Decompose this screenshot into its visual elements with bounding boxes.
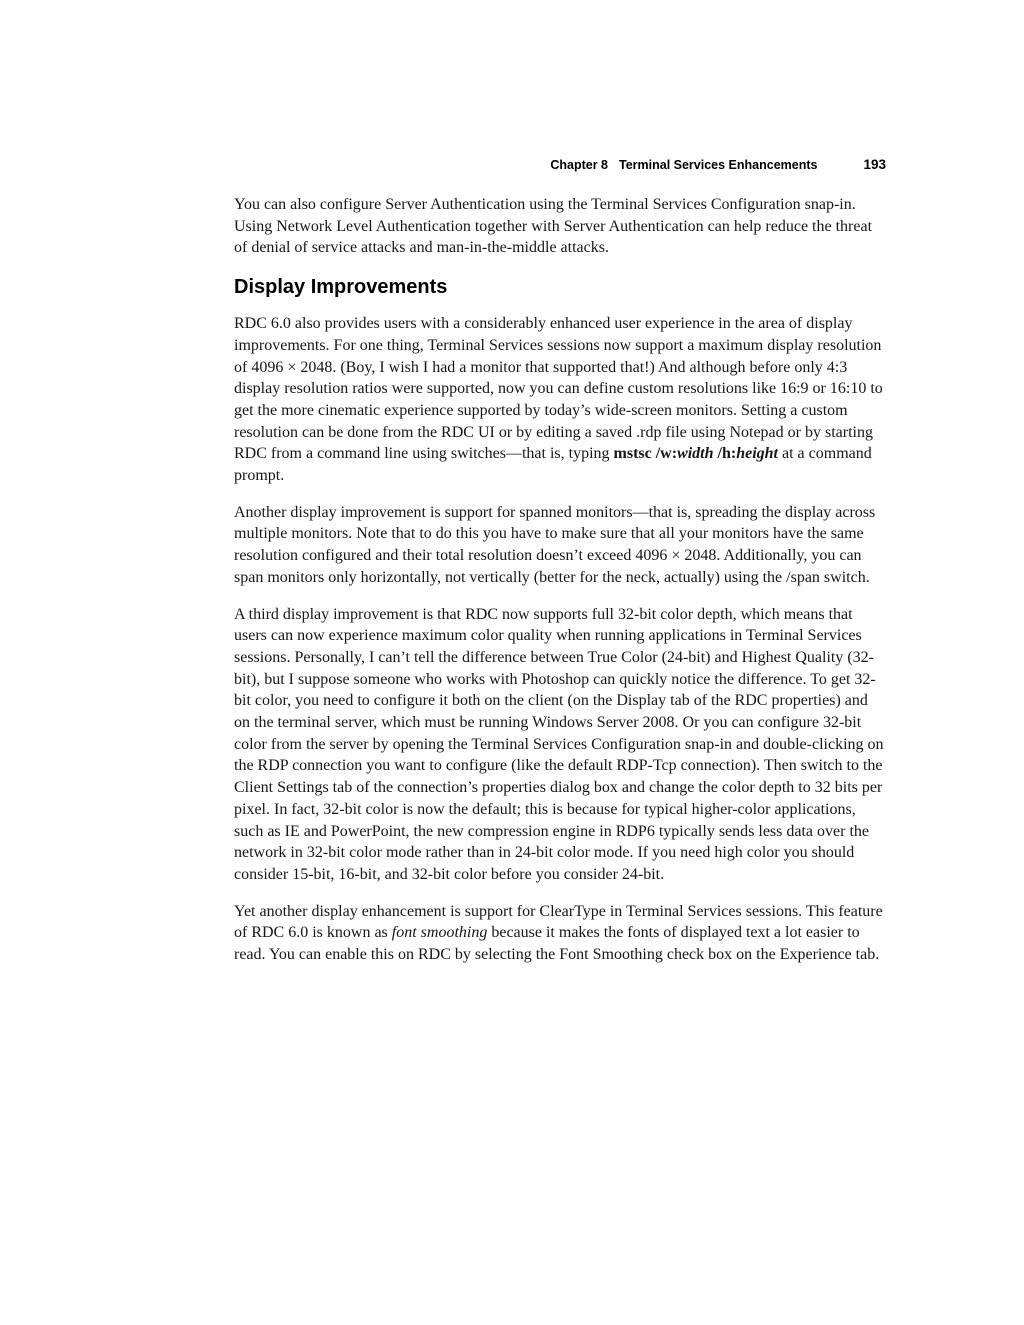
running-header-title: Terminal Services Enhancements	[619, 158, 818, 172]
body-paragraph	[234, 313, 886, 487]
running-header-chapter: Chapter 8	[550, 158, 608, 172]
text-run: A third display improvement is that RDC now supports full 32-bit color depth, which means that users can now experience maximum color quality when running applications in Terminal Services sessions. Personally, I can’t tell the difference between True Color (24-bit) and Highest Quality (32-bit), but I suppose someone who works with Photoshop can quickly notice the difference. To get 32-bit color, you need to configure it both on the client (on the Display tab of the RDC properties) and on the terminal server, which must be running Windows Server 2008. Or you can configure 32-bit color from the server by opening the Terminal Services Configuration snap-in and double-clicking on the RDP connection you want to configure (like the default RDP-Tcp connection). Then switch to the Client Settings tab of the connection’s properties dialog box and change the color depth to 32 bits per pixel. In fact, 32-bit color is now the default; this is because for typical higher-color applications, such as IE and PowerPoint, the new compression engine in RDP6 typically sends less data over the network in 32-bit color mode rather than in 24-bit color mode. If you need high color you should consider 15-bit, 16-bit, and 32-bit color before you consider 24-bit.	[234, 605, 884, 883]
text-column	[234, 157, 886, 981]
text-run: Another display improvement is support for spanned monitors—that is, spreading the display across multiple monitors. Note that to do this you have to make sure that all your monitors have the same resolution configured and their total resolution doesn’t exceed 4096 × 2048. Additionally, you can span monitors only horizontally, not vertically (better for the neck, actually) using the /span switch.	[234, 503, 876, 586]
text-run: Yet another display enhancement is support for ClearType in Terminal Services sessions. This feature of RDC 6.0 is known as	[234, 902, 883, 942]
body-paragraph	[234, 901, 886, 966]
text-run-bold: mstsc /w:	[613, 445, 678, 463]
section-heading	[234, 276, 886, 299]
body-paragraph	[234, 604, 886, 886]
text-run: Display Improvements	[234, 276, 448, 299]
body-paragraph	[234, 502, 886, 589]
text-run-italic: font smoothing	[391, 924, 488, 942]
page-content	[234, 194, 886, 966]
page-number: 193	[863, 157, 886, 172]
body-paragraph	[234, 194, 886, 259]
text-run: RDC 6.0 also provides users with a considerably enhanced user experience in the area of display improvements. For one thing, Terminal Services sessions now support a maximum display resolution of 4096 × 2048. (Boy, I wish I had a monitor that supported that!) And although before only 4:3 display resolution ratios were supported, now you can define custom resolutions like 16:9 or 16:10 to get the more cinematic experience supported by today’s wide-screen monitors. Setting a custom resolution can be done from the RDC UI or by editing a saved .rdp file using Notepad or by starting RDC from a command line using switches—that is, typing	[234, 315, 883, 463]
text-run: because it makes the fonts of displayed text a lot easier to read. You can enable this on RDC by selecting the Font Smoothing check box on the Experience tab.	[234, 924, 880, 964]
text-run-bolditalic: height	[736, 445, 778, 463]
text-run: at a command prompt.	[234, 445, 872, 485]
running-header	[234, 157, 886, 172]
text-run-bold: /h:	[713, 445, 737, 463]
text-run-bolditalic: width	[677, 445, 714, 463]
text-run: You can also configure Server Authentication using the Terminal Services Configuration snap-in. Using Network Level Authentication together with Server Authentication can help reduce the threat of denial of service attacks and man-in-the-middle attacks.	[234, 196, 873, 257]
